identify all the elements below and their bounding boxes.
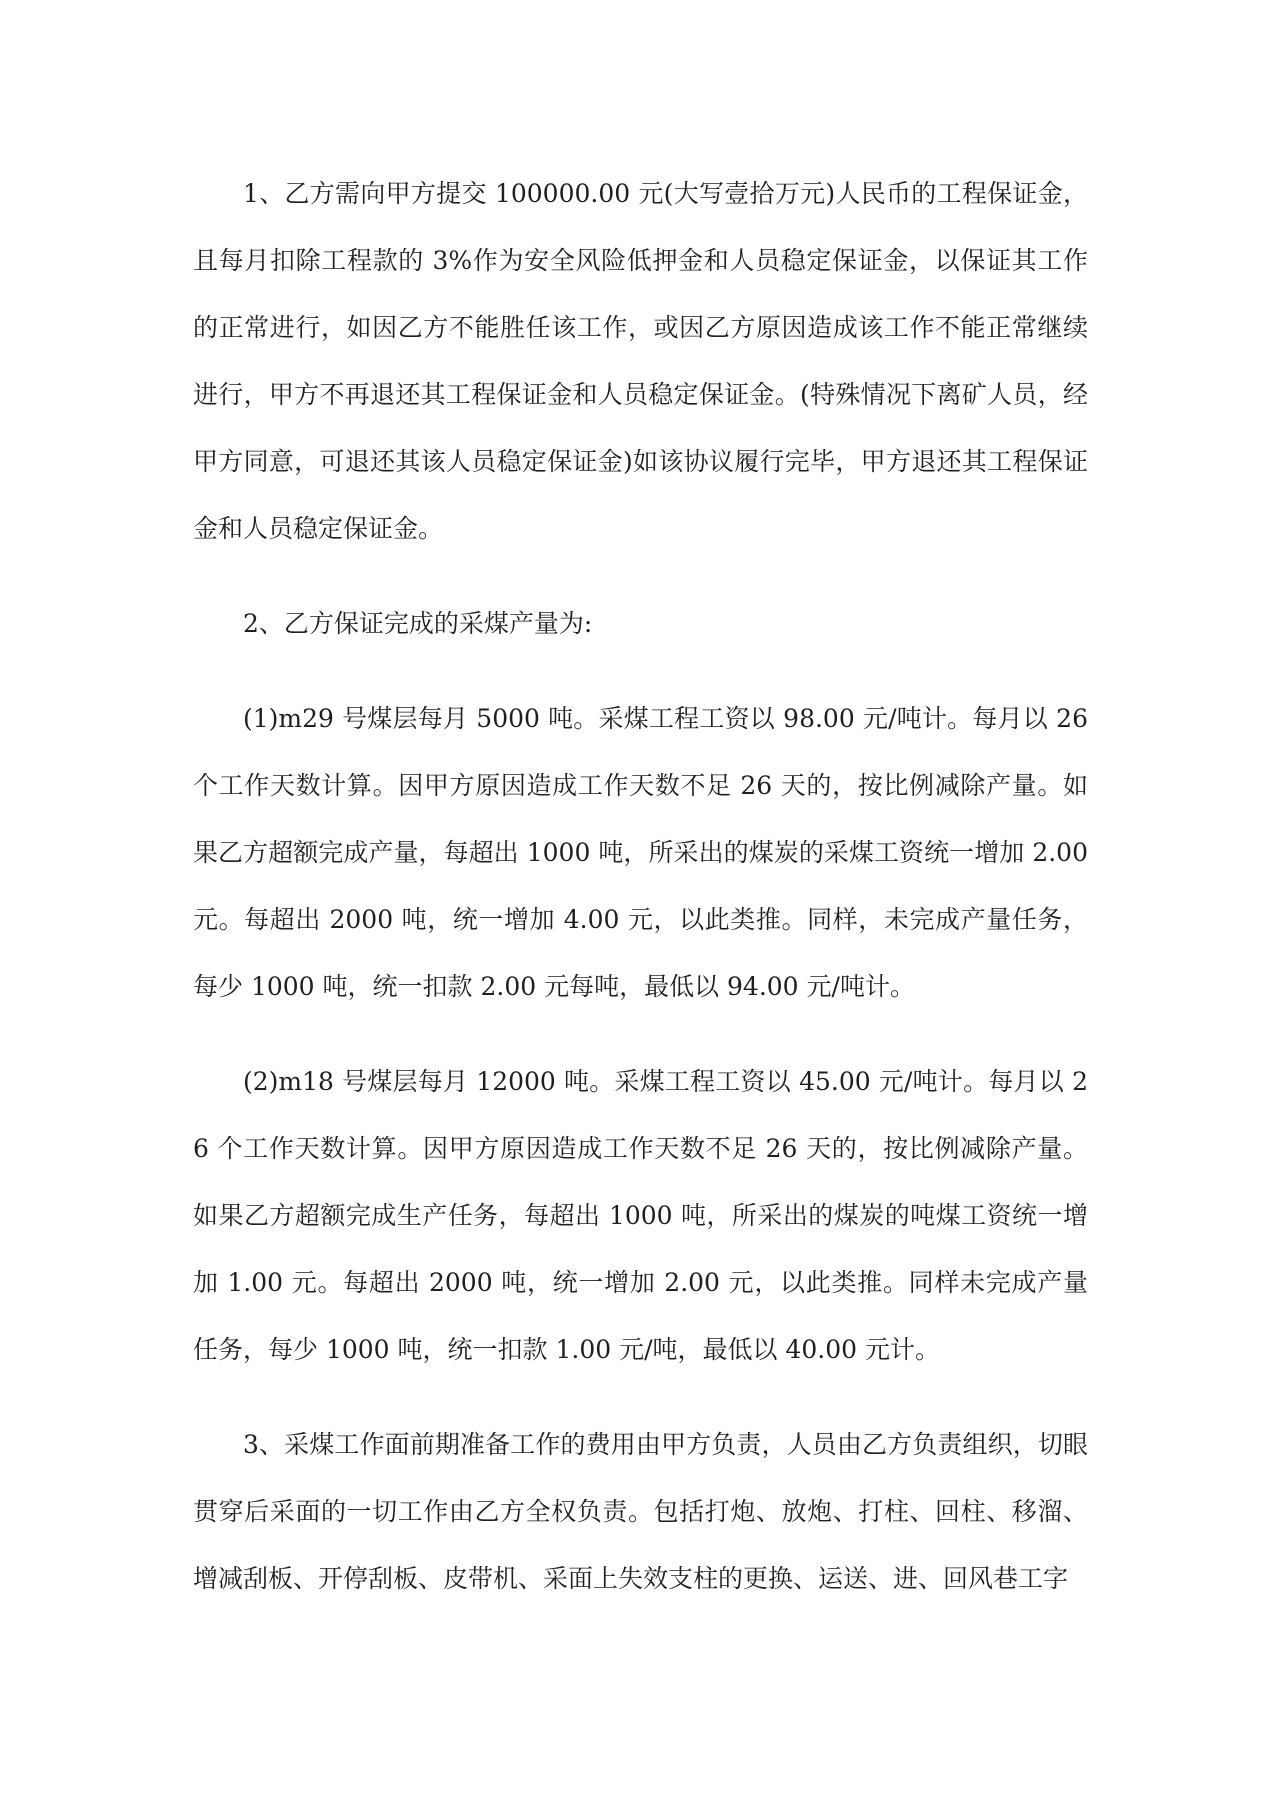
document-body (193, 160, 1088, 1640)
clause-2-item-1-paragraph: (1)m29 号煤层每月 5000 吨。采煤工程工资以 98.00 元/吨计。每月以 26 个工作天数计算。因甲方原因造成工作天数不足 26 天的，按比例减除产量。如果乙方超额完成产量，每超出 1000 吨，所采出的煤炭的采煤工资统一增加 2.00 元。每超出 2000 吨，统一增加 4.00 元，以此类推。同样，未完成产量任务，每少 1000 吨，统一扣款 2.00 元每吨，最低以 94.00 元/吨计。 (193, 704, 1088, 1001)
clause-2-item-2-paragraph: (2)m18 号煤层每月 12000 吨。采煤工程工资以 45.00 元/吨计。每月以 26 个工作天数计算。因甲方原因造成工作天数不足 26 天的，按比例减除产量。如果乙方超额完成生产任务，每超出 1000 吨，所采出的煤炭的吨煤工资统一增加 1.00 元。每超出 2000 吨，统一增加 2.00 元，以此类推。同样未完成产量任务，每少 1000 吨，统一扣款 1.00 元/吨，最低以 40.00 元计。 (193, 1067, 1088, 1364)
clause-1-paragraph: 1、乙方需向甲方提交 100000.00 元(大写壹拾万元)人民币的工程保证金，且每月扣除工程款的 3%作为安全风险低押金和人员稳定保证金，以保证其工作的正常进行，如因乙方不能胜任该工作，或因乙方原因造成该工作不能正常继续进行，甲方不再退还其工程保证金和人员稳定保证金。(特殊情况下离矿人员，经甲方同意，可退还其该人员稳定保证金)如该协议履行完毕，甲方退还其工程保证金和人员稳定保证金。 (193, 179, 1088, 543)
clause-2-paragraph: 2、乙方保证完成的采煤产量为: (243, 609, 593, 638)
clause-3-paragraph: 3、采煤工作面前期准备工作的费用由甲方负责，人员由乙方负责组织，切眼贯穿后采面的一切工作由乙方全权负责。包括打炮、放炮、打柱、回柱、移溜、增减刮板、开停刮板、皮带机、采面上失效支柱的更换、运送、进、回风巷工字 (193, 1430, 1088, 1593)
